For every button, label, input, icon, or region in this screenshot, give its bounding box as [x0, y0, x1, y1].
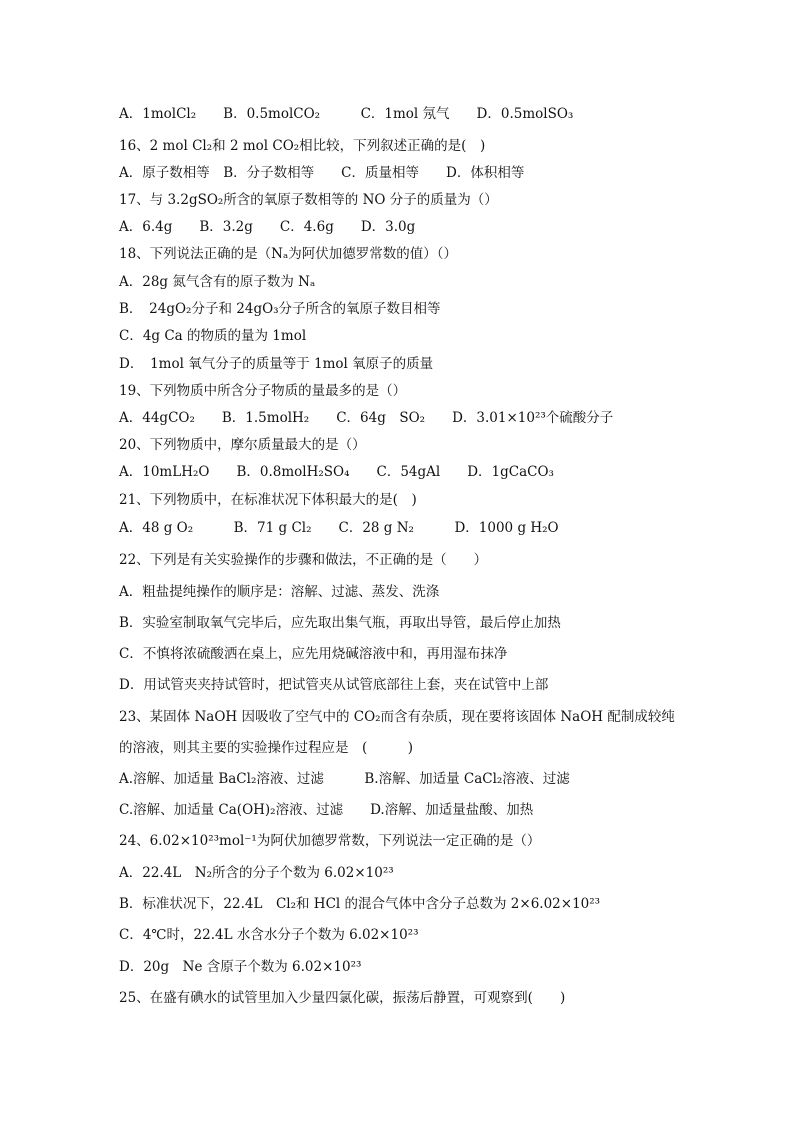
q20-stem: 20、下列物质中，摩尔质量最大的是（） — [119, 437, 366, 453]
q20-options: A．10mLH₂O B．0.8molH₂SO₄ C．54gAl D．1gCaCO₃ — [119, 464, 554, 480]
q22-option-c: C．不慎将浓硫酸洒在桌上，应先用烧碱溶液中和，再用湿布抹净 — [119, 646, 508, 662]
q19-stem: 19、下列物质中所含分子物质的量最多的是（） — [119, 383, 407, 399]
q16-options: A．原子数相等 B．分子数相等 C．质量相等 D．体积相等 — [119, 165, 525, 181]
q18-option-b: B． 24gO₂分子和 24gO₃分子所含的氧原子数目相等 — [119, 301, 441, 317]
q23-stem-line1: 23、某固体 NaOH 因吸收了空气中的 CO₂而含有杂质，现在要将该固体 NaOH 配制成较纯 — [119, 709, 675, 725]
q22-option-a: A．粗盐提纯操作的顺序是：溶解、过滤、蒸发、洗涤 — [119, 584, 440, 600]
q22-option-b: B．实验室制取氧气完毕后，应先取出集气瓶，再取出导管，最后停止加热 — [119, 615, 561, 631]
q23-options-cd: C.溶解、加适量 Ca(OH)₂溶液、过滤 D.溶解、加适量盐酸、加热 — [119, 802, 534, 818]
q19-options: A．44gCO₂ B．1.5molH₂ C．64g SO₂ D．3.01×10²³个硫酸分子 — [119, 410, 614, 426]
q21-options: A．48 g O₂ B．71 g Cl₂ C．28 g N₂ D．1000 g H₂O — [119, 520, 559, 536]
q18-option-d: D． 1mol 氧气分子的质量等于 1mol 氧原子的质量 — [119, 356, 434, 372]
q17-stem: 17、与 3.2gSO₂所含的氧原子数相等的 NO 分子的质量为（） — [119, 192, 498, 208]
q17-options: A．6.4g B．3.2g C．4.6g D．3.0g — [119, 219, 416, 235]
q24-option-c: C．4℃时，22.4L 水含水分子个数为 6.02×10²³ — [119, 927, 419, 943]
q18-option-c: C．4g Ca 的物质的量为 1mol — [119, 328, 307, 344]
q21-stem: 21、下列物质中，在标准状况下体积最大的是( ) — [119, 492, 417, 508]
q24-option-b: B．标准状况下，22.4L Cl₂和 HCl 的混合气体中含分子总数为 2×6.02×10²³ — [119, 896, 601, 912]
q22-stem: 22、下列是有关实验操作的步骤和做法，不正确的是（ ） — [119, 552, 488, 568]
q24-stem: 24、6.02×10²³mol⁻¹为阿伏加德罗常数，下列说法一定正确的是（） — [119, 833, 541, 849]
q25-stem: 25、在盛有碘水的试管里加入少量四氯化碳，振荡后静置，可观察到( ) — [119, 990, 566, 1006]
q22-option-d: D．用试管夹夹持试管时，把试管夹从试管底部往上套，夹在试管中上部 — [119, 677, 549, 693]
q18-stem: 18、下列说法正确的是（Nₐ为阿伏加德罗常数的值）（） — [119, 246, 457, 262]
q15-options: A．1molCl₂ B．0.5molCO₂ C．1mol 氖气 D．0.5molSO₃ — [119, 106, 574, 122]
q24-option-d: D．20g Ne 含原子个数为 6.02×10²³ — [119, 959, 362, 975]
q24-option-a: A．22.4L N₂所含的分子个数为 6.02×10²³ — [119, 865, 394, 881]
q16-stem: 16、2 mol Cl₂和 2 mol CO₂相比较，下列叙述正确的是( ) — [119, 138, 486, 154]
q18-option-a: A．28g 氮气含有的原子数为 Nₐ — [119, 274, 316, 290]
q23-stem-line2: 的溶液，则其主要的实验操作过程应是 ( ) — [119, 740, 414, 756]
q23-options-ab: A.溶解、加适量 BaCl₂溶液、过滤 B.溶解、加适量 CaCl₂溶液、过滤 — [119, 771, 570, 787]
